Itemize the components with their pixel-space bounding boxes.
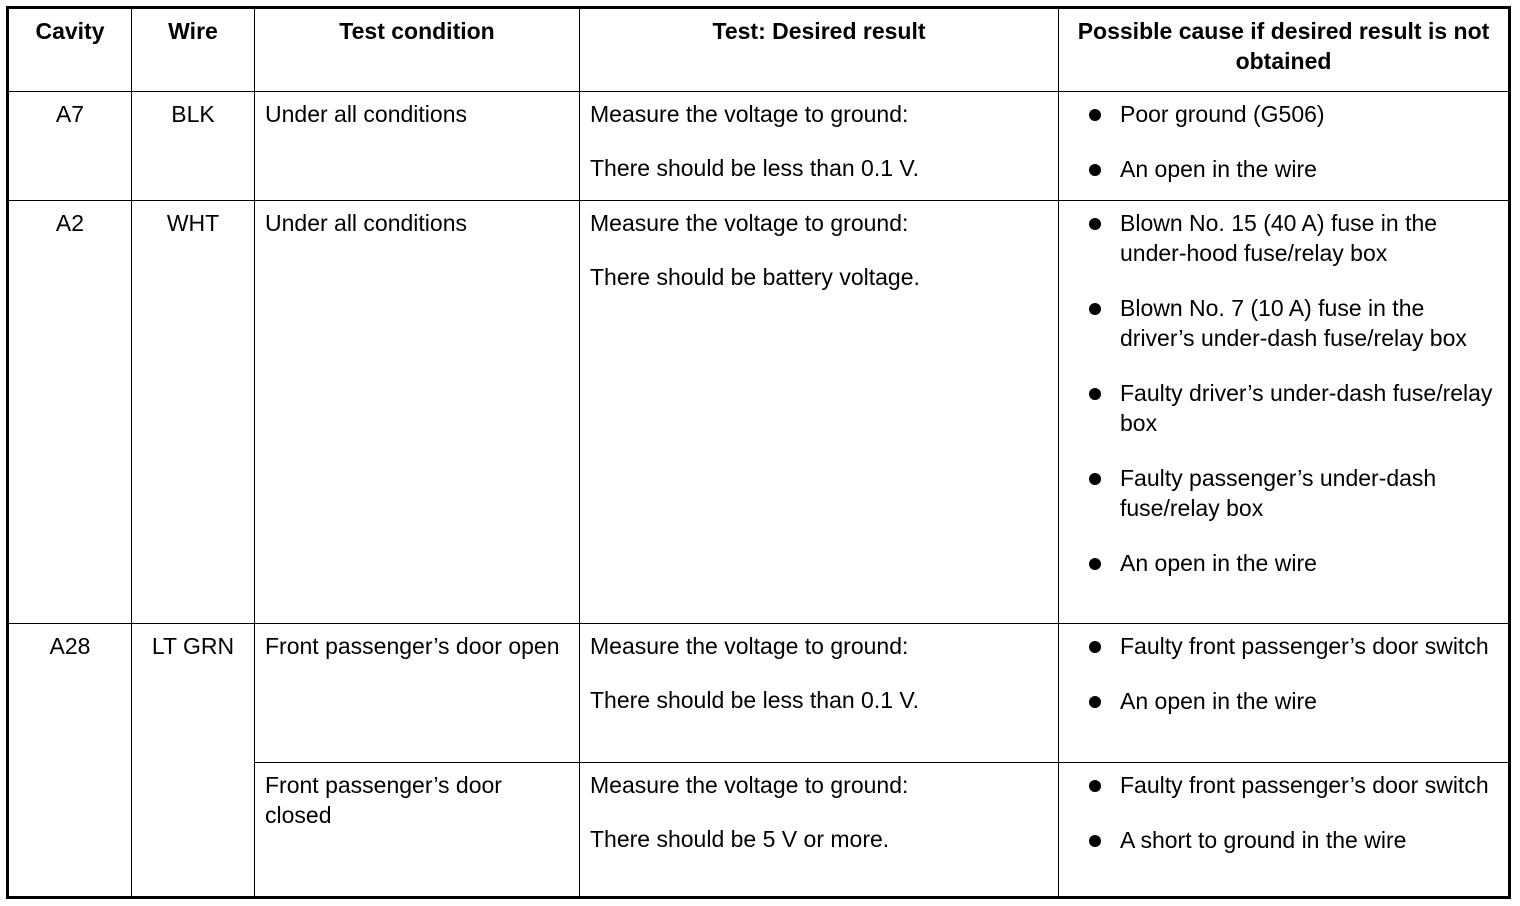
cause-text: Poor ground (G506) [1120,101,1325,127]
wire-cell: LT GRN [132,624,255,898]
bullet-icon [1089,641,1101,653]
result-expectation: There should be less than 0.1 V. [590,155,920,181]
bullet-icon [1089,696,1101,708]
cause-text: An open in the wire [1120,156,1317,182]
cause-text: An open in the wire [1120,688,1317,714]
result-cell [580,624,1059,763]
result-instruction: Measure the voltage to ground: [590,633,909,659]
condition-cell: Under all conditions [255,201,580,624]
list-item [1069,208,1498,268]
cause-list [1069,770,1498,855]
list-item [1069,631,1498,661]
list-item [1069,463,1498,523]
condition-cell: Under all conditions [255,92,580,201]
bullet-icon [1089,835,1101,847]
cavity-cell: A7 [8,92,132,201]
result-expectation: There should be less than 0.1 V. [590,687,920,713]
result-instruction: Measure the voltage to ground: [590,772,909,798]
bullet-icon [1089,473,1101,485]
bullet-icon [1089,218,1101,230]
cause-text: An open in the wire [1120,550,1317,576]
header-row [8,8,1510,92]
list-item [1069,686,1498,716]
bullet-icon [1089,303,1101,315]
result-expectation: There should be 5 V or more. [590,826,890,852]
condition-cell: Front passenger’s door open [255,624,580,763]
cause-text: Blown No. 7 (10 A) fuse in the driver’s under-dash fuse/relay box [1120,295,1467,351]
list-item [1069,770,1498,800]
list-item [1069,825,1498,855]
list-item [1069,154,1498,184]
result-cell [580,763,1059,898]
condition-cell: Front passenger’s door closed [255,763,580,898]
table-row [8,92,1510,201]
header-wire: Wire [132,8,255,92]
header-possible-cause: Possible cause if desired result is not obtained [1059,8,1510,92]
bullet-icon [1089,164,1101,176]
list-item [1069,99,1498,129]
cause-text: Faulty passenger’s under-dash fuse/relay box [1120,465,1437,521]
cause-text: Faulty driver’s under-dash fuse/relay box [1120,380,1493,436]
result-cell [580,201,1059,624]
result-instruction: Measure the voltage to ground: [590,101,909,127]
result-instruction: Measure the voltage to ground: [590,210,909,236]
cause-text: Blown No. 15 (40 A) fuse in the under-hood fuse/relay box [1120,210,1438,266]
wire-cell: BLK [132,92,255,201]
header-test-condition: Test condition [255,8,580,92]
cause-cell [1059,201,1510,624]
cause-list [1069,631,1498,716]
list-item [1069,548,1498,578]
cause-cell [1059,92,1510,201]
list-item [1069,378,1498,438]
cause-list [1069,99,1498,184]
cause-text: Faulty front passenger’s door switch [1120,772,1489,798]
wire-cell: WHT [132,201,255,624]
table-row [8,201,1510,624]
cause-text: A short to ground in the wire [1120,827,1407,853]
cause-list [1069,208,1498,578]
cause-cell [1059,624,1510,763]
cavity-cell: A2 [8,201,132,624]
table-row [8,624,1510,763]
result-cell [580,92,1059,201]
cause-text: Faulty front passenger’s door switch [1120,633,1489,659]
bullet-icon [1089,109,1101,121]
header-cavity: Cavity [8,8,132,92]
result-expectation: There should be battery voltage. [590,264,920,290]
bullet-icon [1089,388,1101,400]
cause-cell [1059,763,1510,898]
connector-test-table [6,6,1511,899]
cavity-cell: A28 [8,624,132,898]
header-desired-result: Test: Desired result [580,8,1059,92]
bullet-icon [1089,558,1101,570]
list-item [1069,293,1498,353]
bullet-icon [1089,780,1101,792]
